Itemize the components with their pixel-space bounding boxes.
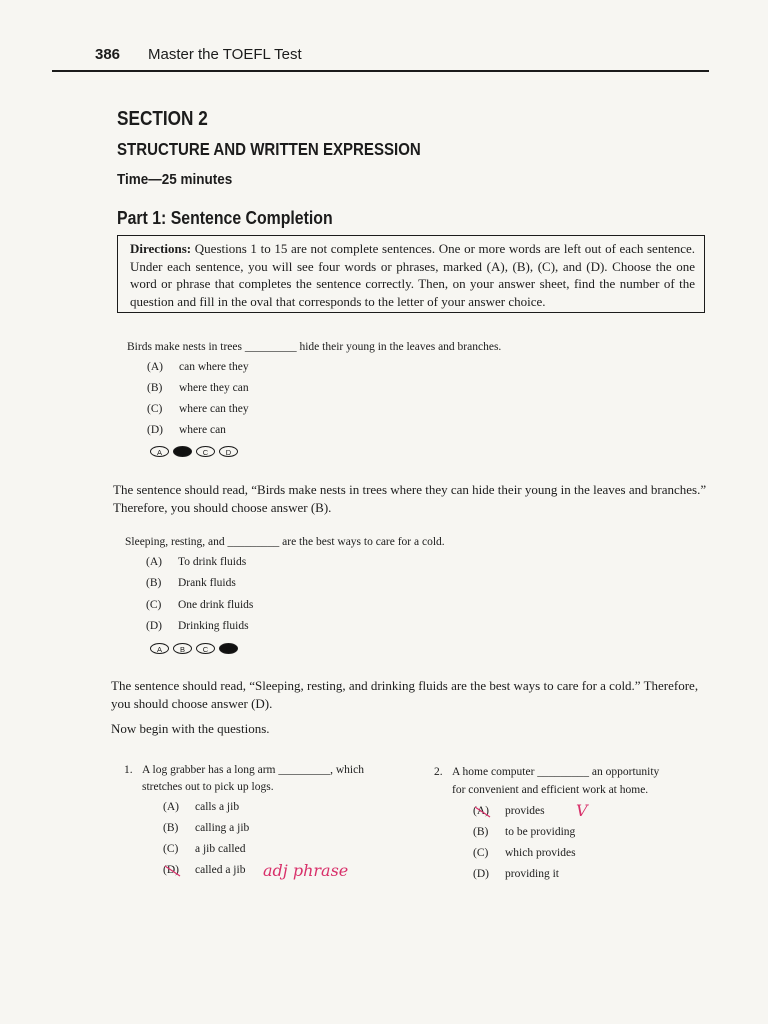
answer-oval-b: B xyxy=(173,643,192,654)
answer-oval-a: A xyxy=(150,643,169,654)
question1-stem-line1: A log grabber has a long arm _________, which xyxy=(142,764,364,776)
example2-option-d: (D) Drinking fluids xyxy=(146,620,249,632)
question1-option-a: (A) calls a jib xyxy=(163,801,240,813)
question2-stem-line1: A home computer _________ an opportunity xyxy=(452,766,660,778)
header-rule xyxy=(52,70,709,72)
question2-number: 2. xyxy=(434,766,443,778)
question2-option-b: (B) to be providing xyxy=(473,826,576,838)
example2-option-a: (A) To drink fluids xyxy=(146,556,247,568)
handwritten-note: adj phrase xyxy=(263,861,349,880)
question2-stem-line2: for convenient and efficient work at home. xyxy=(452,784,649,796)
question1-option-c: (C) a jib called xyxy=(163,843,246,855)
example1-answer-ovals xyxy=(150,446,238,457)
example2-stem: Sleeping, resting, and _________ are the best ways to care for a cold. xyxy=(125,536,445,548)
question1-number: 1. xyxy=(124,764,133,776)
example2-explanation: The sentence should read, “Sleeping, resting, and drinking fluids are the best ways to care for a cold.” Therefore, you should choose answer (D). xyxy=(111,678,699,711)
begin-text: Now begin with the questions. xyxy=(111,721,270,736)
section-title: SECTION 2 xyxy=(117,108,208,130)
example2-answer-ovals xyxy=(150,643,238,654)
example1-stem: Birds make nests in trees _________ hide their young in the leaves and branches. xyxy=(127,341,502,353)
answer-oval-c: C xyxy=(196,643,215,654)
question2-option-d: (D) providing it xyxy=(473,868,559,880)
example1-option-a: (A) can where they xyxy=(147,361,249,373)
question1-option-b: (B) calling a jib xyxy=(163,822,250,834)
example1-option-d: (D) where can xyxy=(147,424,226,436)
question2-option-c: (C) which provides xyxy=(473,847,576,859)
page-number: 386 xyxy=(95,46,121,63)
crossout-mark-d xyxy=(162,863,184,879)
section-subtitle: STRUCTURE AND WRITTEN EXPRESSION xyxy=(117,139,421,159)
example1-option-b: (B) where they can xyxy=(147,382,249,394)
answer-oval-c: C xyxy=(196,446,215,457)
time-limit: Time—25 minutes xyxy=(117,171,233,188)
part-title: Part 1: Sentence Completion xyxy=(117,208,333,228)
crossout-mark-a xyxy=(472,804,494,820)
example1-explanation: The sentence should read, “Birds make nests in trees where they can hide their young in the leaves and branches.” Therefore, you should choose answer (B). xyxy=(113,482,707,515)
directions-label: Directions: xyxy=(130,241,192,256)
question1-option-d: (D) called a jib xyxy=(163,864,246,876)
answer-oval-b: B xyxy=(173,446,192,457)
handwritten-checkmark: V xyxy=(576,801,588,820)
answer-oval-d: D xyxy=(219,643,238,654)
directions-box xyxy=(117,235,705,313)
question1-stem-line2: stretches out to pick up logs. xyxy=(142,781,274,793)
book-title: Master the TOEFL Test xyxy=(148,46,302,63)
example2-option-c: (C) One drink fluids xyxy=(146,599,254,611)
answer-oval-d: D xyxy=(219,446,238,457)
example2-option-b: (B) Drank fluids xyxy=(146,577,236,589)
answer-oval-a: A xyxy=(150,446,169,457)
question2-option-a: (A) provides xyxy=(473,805,545,817)
example1-option-c: (C) where can they xyxy=(147,403,249,415)
directions-text: Questions 1 to 15 are not complete sentences. One or more words are left out of each sentence. Under each sentence, you will see four words or phrases, marked (A), (B), (C), and (D). Choose the one word or phrase that completes the sentence correctly. Then, on your answer sheet, find the number of the question and fill in the oval that corresponds to the letter of your answer choice. xyxy=(130,241,695,309)
